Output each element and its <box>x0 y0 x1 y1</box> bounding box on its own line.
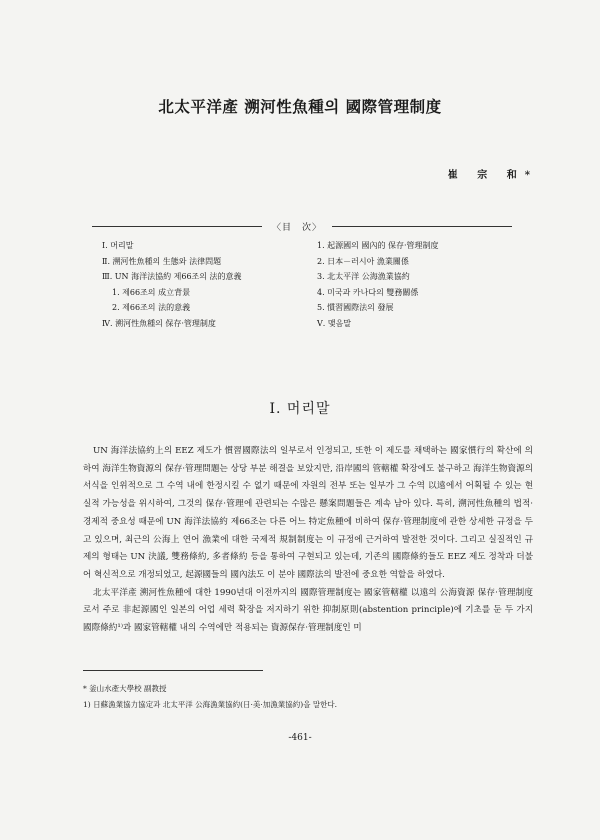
toc-subitem: 2. 제66조의 法的意義 <box>112 303 191 312</box>
paragraph: UN 海洋法協約上의 EEZ 제도가 慣習國際法의 일부로서 인정되고, 또한 이 제도를 채택하는 國家慣行의 확산에 의하여 海洋生物資源의 保存·管理問題는 상당 부분 해결을 보았지만, 沿岸國의 管轄權 확장에도 불구하고 海洋生物資源의 서식을 인위적으로 그 수역 내에 한정시킬 수 없기 때문에 자원의 전부 또는 일부가 그 수역 以遠에서 어획될 수 있는 현실적 가능성을 위시하여, 그것의 保存·管理에 관련되는 수많은 懸案問題들은 계속 남아 있다. 특히, 溯河性魚種의 법적·경제적 중요성 때문에 UN 海洋法協約 제66조는 다른 어느 特定魚種에 비하여 保存·管理制度에 관한 상세한 규정을 두고 있으며, 최근의 公海上 연어 漁業에 대한 국제적 規制制度는 이 규정에 근거하여 발전한 것이다. 그리고 실질적인 규제의 형태는 UN 決議, 雙務條約, 多者條約 등을 통하여 구현되고 있는데, 기존의 國際條約들도 EEZ 제도 정착과 더불어 혁신적으로 개정되었고, 起源國들의 國內法도 이 분야 國際法의 발전에 중요한 역할을 하였다. <box>83 446 533 580</box>
body-text <box>83 443 533 638</box>
page-number: -461- <box>288 733 312 743</box>
toc-heading: 〈目 次〉 <box>271 223 322 233</box>
table-of-contents <box>92 220 512 340</box>
toc-item: 2. 日本－러시아 漁業關係 <box>317 256 409 266</box>
toc-rule-right <box>332 226 512 227</box>
toc-right-column <box>317 238 439 331</box>
toc-rule-left <box>92 226 262 227</box>
toc-item: Ⅳ. 溯河性魚種의 保存·管理制度 <box>102 318 216 328</box>
toc-item: Ⅰ. 머리말 <box>102 241 134 250</box>
toc-item: 5. 慣習國際法의 發展 <box>317 303 394 312</box>
footnote-1: 1) 日蘇漁業協力協定과 北太平洋 公海漁業協約(日·美·加漁業協約)을 말한다. <box>83 700 337 709</box>
toc-item: 3. 北太平洋 公海漁業協約 <box>317 272 410 281</box>
footnotes <box>83 681 337 713</box>
footnote-rule <box>83 670 263 671</box>
toc-item: 4. 미국과 카나다의 雙務關係 <box>317 287 419 297</box>
toc-item: 1. 起源國의 國內的 保存·管理制度 <box>317 241 439 250</box>
toc-item: Ⅴ. 맺음말 <box>317 318 352 328</box>
paragraph: 北太平洋產 溯河性魚種에 대한 1990년대 이전까지의 國際管理制度는 國家管轄權 以遠의 公海資源 保存·管理制度로서 주로 非起源國인 일본의 어업 세력 확장을 저지하기 위한 抑制原則(abstention principle)에 기초를 둔 두 가지 國際條約¹⁾과 國家管轄權 내의 수역에만 적용되는 資源保存·管理制度인 미 <box>83 587 533 634</box>
section-heading: Ⅰ. 머리말 <box>269 401 331 417</box>
toc-subitem: 1. 제66조의 成立背景 <box>112 287 191 297</box>
toc-left-column <box>102 238 242 331</box>
toc-item: Ⅲ. UN 海洋法協約 제66조의 法的意義 <box>102 272 242 281</box>
toc-item: Ⅱ. 溯河性魚種의 生態와 法律問題 <box>102 256 222 266</box>
author-name: 崔 宗 和* <box>447 170 538 181</box>
paper-title: 北太平洋產 溯河性魚種의 國際管理制度 <box>158 97 442 116</box>
footnote-affiliation: * 釜山水產大學校 副教授 <box>83 684 167 693</box>
